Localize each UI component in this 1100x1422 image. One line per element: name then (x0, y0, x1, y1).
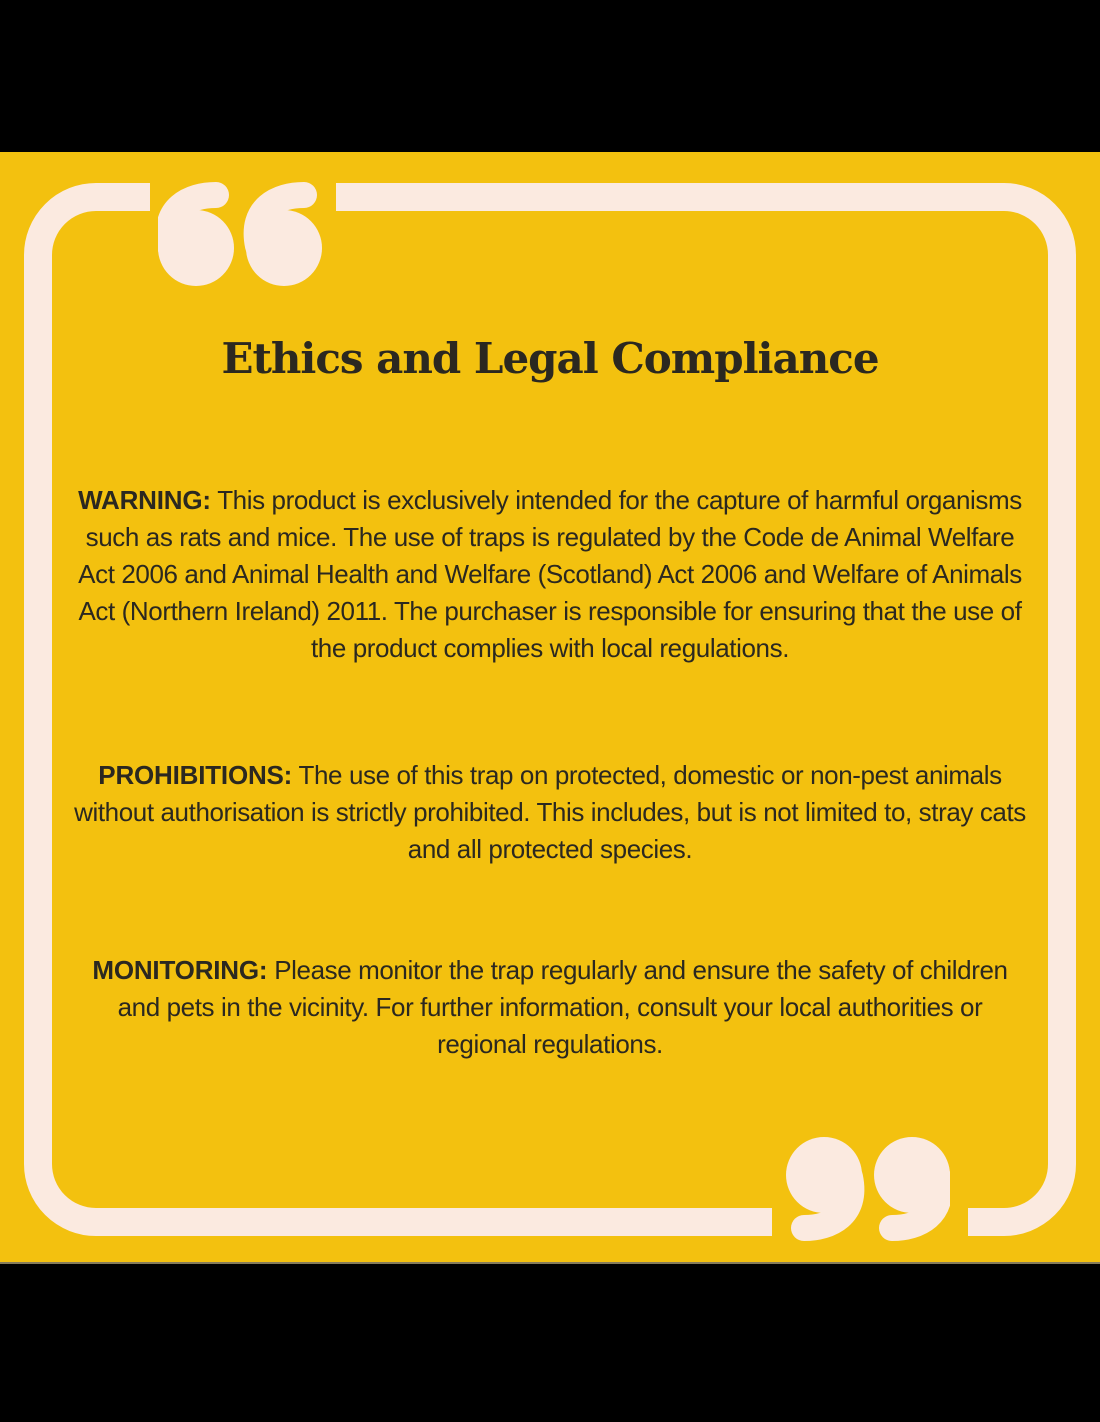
opening-double-quote-icon (158, 180, 322, 287)
monitoring-label: MONITORING: (92, 955, 268, 985)
quote-card-panel (0, 152, 1100, 1262)
page-title: Ethics and Legal Compliance (221, 334, 879, 383)
warning-section (70, 482, 1030, 667)
warning-text: This product is exclusively intended for the capture of harmful organisms such as rats and mice. The use of traps is regulated by the Code de Animal Welfare Act 2006 and Animal Health and Welfare (Scotland) Act 2006 and Welfare of Animals Act (Northern Ireland) 2011. The purchaser is responsible for ensuring that the use of the product complies with local regulations. (78, 485, 1022, 663)
closing-double-quote-icon (786, 1136, 950, 1243)
prohibitions-label: PROHIBITIONS: (98, 760, 293, 790)
warning-label: WARNING: (78, 485, 211, 515)
monitoring-text: Please monitor the trap regularly and ensure the safety of children and pets in the vicinity. For further information, consult your local authorities or regional regulations. (117, 955, 1008, 1059)
prohibitions-text: The use of this trap on protected, domestic or non-pest animals without authorisation is strictly prohibited. This includes, but is not limited to, stray cats and all protected species. (74, 760, 1026, 864)
letterbox-bottom (0, 1262, 1100, 1422)
monitoring-section (70, 952, 1030, 1063)
prohibitions-section (70, 757, 1030, 868)
letterbox-top (0, 0, 1100, 152)
